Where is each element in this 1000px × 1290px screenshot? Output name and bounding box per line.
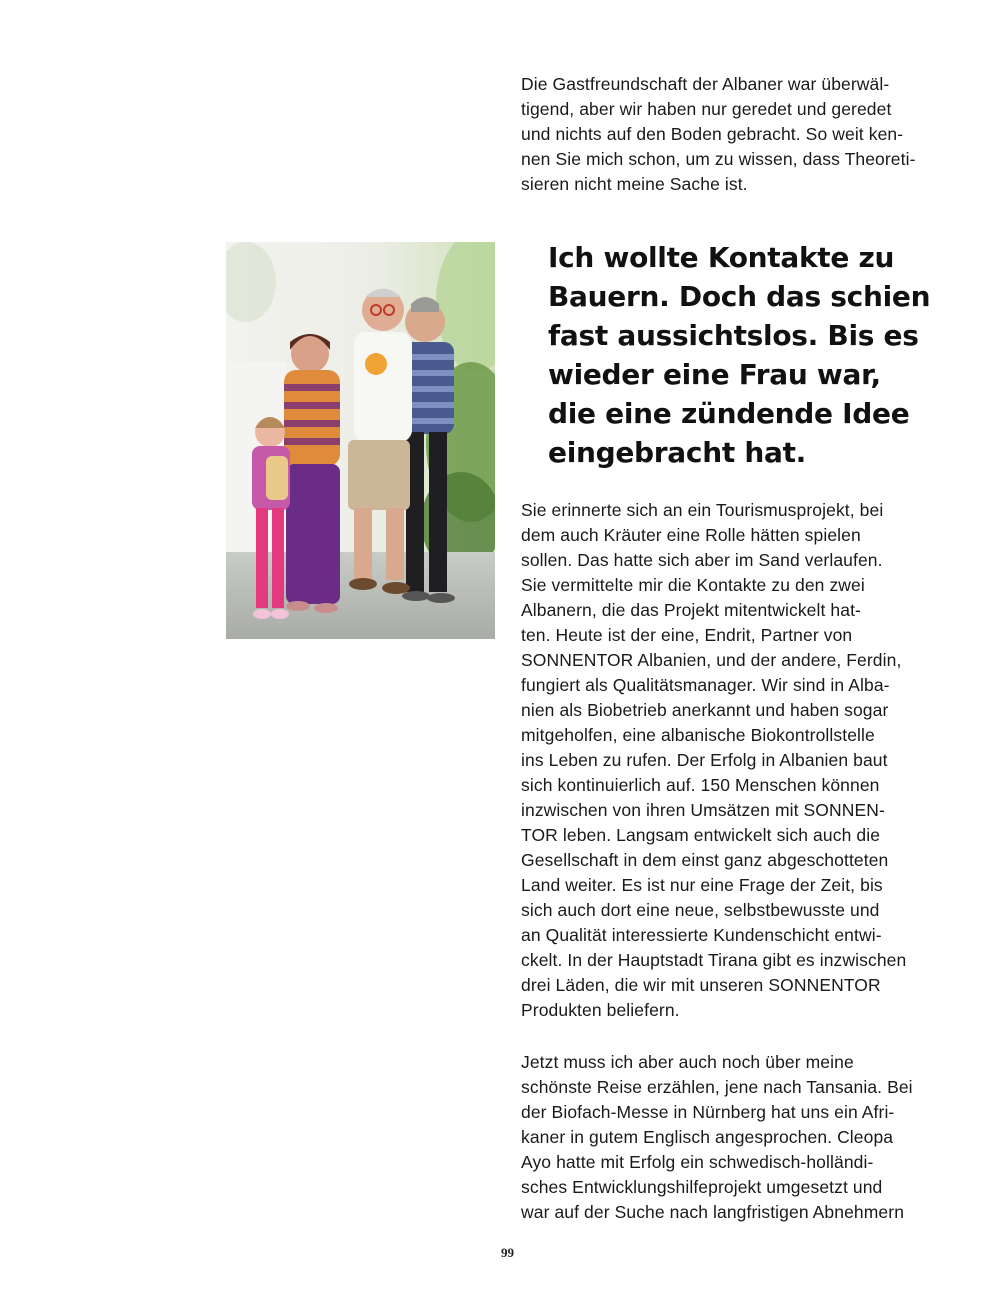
- text-line: sches Entwicklungshilfeprojekt umgesetzt und: [521, 1177, 883, 1197]
- text-line: Jetzt muss ich aber auch noch über meine: [521, 1052, 854, 1072]
- text-line: sieren nicht meine Sache ist.: [521, 174, 748, 194]
- text-line: kaner in gutem Englisch angesprochen. Cleopa: [521, 1127, 894, 1147]
- text-line: mitgeholfen, eine albanische Biokontrollstelle: [521, 725, 875, 745]
- intro-paragraph: [521, 72, 941, 197]
- quote-line: wieder eine Frau war,: [548, 358, 881, 391]
- text-line: und nichts auf den Boden gebracht. So weit ken-: [521, 124, 904, 144]
- quote-line: eingebracht hat.: [548, 436, 807, 469]
- text-line: sich auch dort eine neue, selbstbewusste und: [521, 900, 880, 920]
- text-line: sich kontinuierlich auf. 150 Menschen können: [521, 775, 880, 795]
- text-line: drei Läden, die wir mit unseren SONNENTOR: [521, 975, 881, 995]
- text-line: Gesellschaft in dem einst ganz abgeschotteten: [521, 850, 889, 870]
- text-line: tigend, aber wir haben nur geredet und geredet: [521, 99, 892, 119]
- family-photo: [226, 242, 495, 639]
- quote-line: fast aussichtslos. Bis es: [548, 319, 919, 352]
- text-line: nen Sie mich schon, um zu wissen, dass Theoreti-: [521, 149, 916, 169]
- text-line: inzwischen von ihren Umsätzen mit SONNEN-: [521, 800, 885, 820]
- text-line: sollen. Das hatte sich aber im Sand verlaufen.: [521, 550, 883, 570]
- text-line: Sie vermittelte mir die Kontakte zu den zwei: [521, 575, 865, 595]
- text-line: Land weiter. Es ist nur eine Frage der Zeit, bis: [521, 875, 883, 895]
- text-line: SONNENTOR Albanien, und der andere, Ferdin,: [521, 650, 902, 670]
- page-number: 99: [501, 1245, 514, 1260]
- quote-line: Ich wollte Kontakte zu: [548, 241, 895, 274]
- quote-line: Bauern. Doch das schien: [548, 280, 931, 313]
- tansania-paragraph: [521, 1050, 941, 1225]
- text-line: war auf der Suche nach langfristigen Abnehmern: [521, 1202, 905, 1222]
- text-line: dem auch Kräuter eine Rolle hätten spielen: [521, 525, 861, 545]
- text-line: an Qualität interessierte Kundenschicht entwi-: [521, 925, 882, 945]
- text-line: nien als Biobetrieb anerkannt und haben sogar: [521, 700, 889, 720]
- text-line: Ayo hatte mit Erfolg ein schwedisch-holländi-: [521, 1152, 874, 1172]
- text-line: TOR leben. Langsam entwickelt sich auch die: [521, 825, 881, 845]
- text-line: schönste Reise erzählen, jene nach Tansania. Bei: [521, 1077, 913, 1097]
- text-line: Sie erinnerte sich an ein Tourismusprojekt, bei: [521, 500, 884, 520]
- text-line: der Biofach-Messe in Nürnberg hat uns ein Afri-: [521, 1102, 895, 1122]
- text-line: fungiert als Qualitätsmanager. Wir sind in Alba-: [521, 675, 890, 695]
- text-line: ten. Heute ist der eine, Endrit, Partner von: [521, 625, 853, 645]
- text-line: ins Leben zu rufen. Der Erfolg in Albanien baut: [521, 750, 888, 770]
- quote-line: die eine zündende Idee: [548, 397, 910, 430]
- text-line: Produkten beliefern.: [521, 1000, 680, 1020]
- text-line: Die Gastfreundschaft der Albaner war überwäl-: [521, 74, 890, 94]
- text-line: ckelt. In der Hauptstadt Tirana gibt es inzwischen: [521, 950, 907, 970]
- main-paragraph: [521, 498, 941, 1023]
- pull-quote: [548, 238, 968, 472]
- text-line: Albanern, die das Projekt mitentwickelt hat-: [521, 600, 861, 620]
